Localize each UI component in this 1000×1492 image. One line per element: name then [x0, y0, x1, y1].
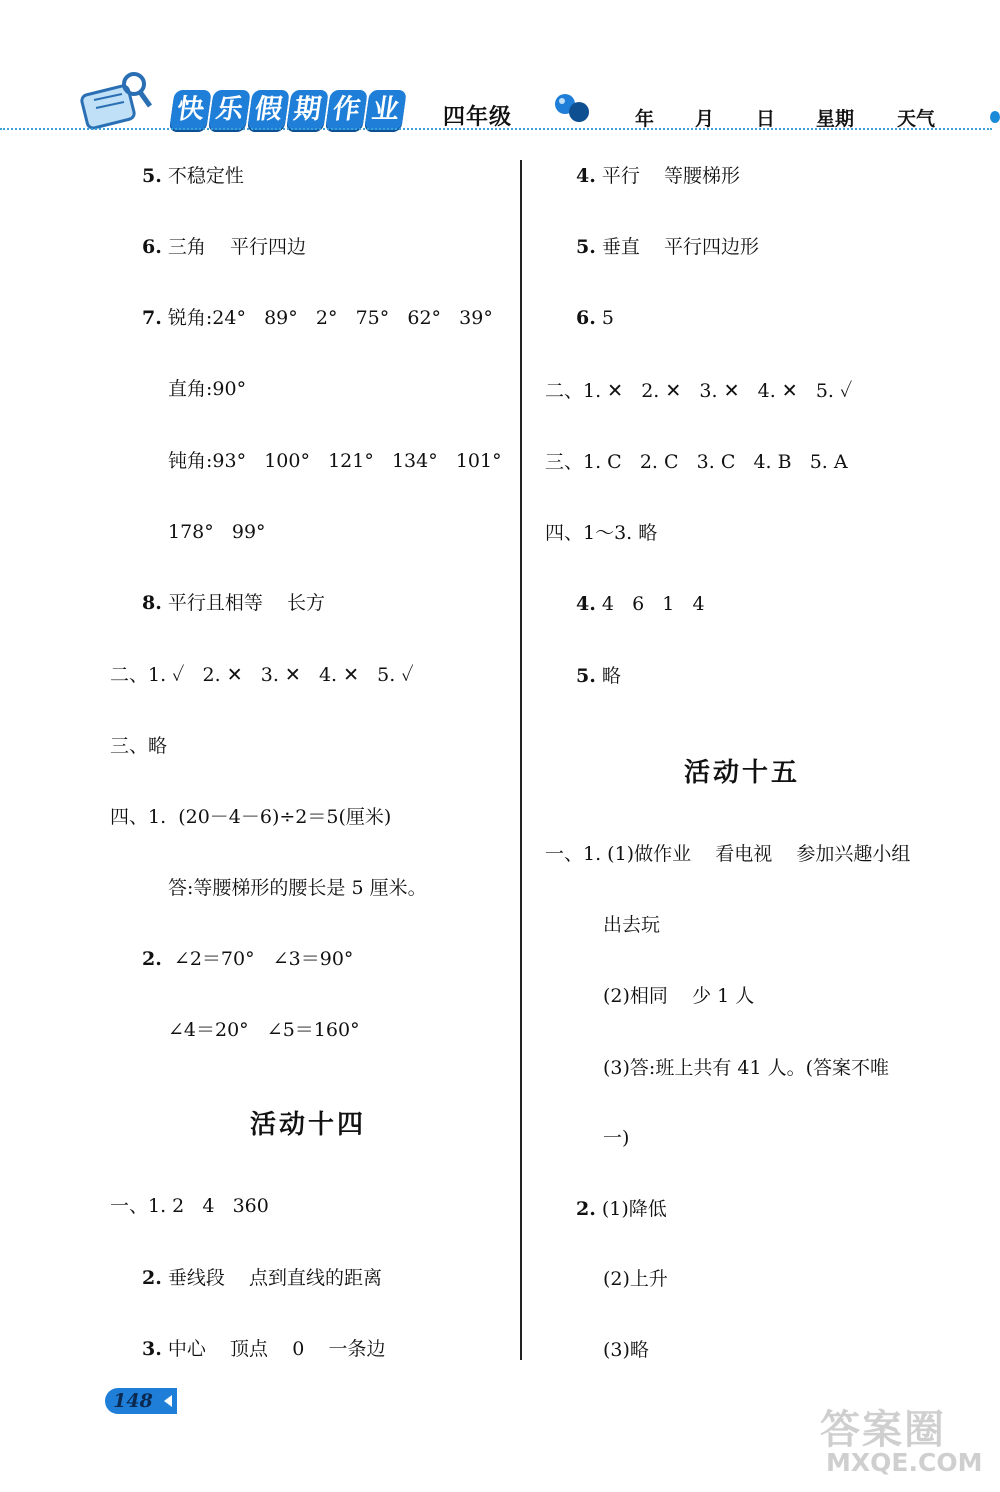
- answer-line: 直角:90°: [168, 378, 247, 400]
- answer-line: (3)答:班上共有 41 人。(答案不唯: [603, 1057, 889, 1079]
- banner-char: 作: [325, 90, 368, 130]
- dot-icon: [990, 111, 1000, 123]
- watermark-text: 答案圈: [820, 1407, 946, 1453]
- answer-line: 7. 锐角:24° 89° 2° 75° 62° 39°: [142, 307, 493, 329]
- notebook-magnifier-logo-icon: [78, 72, 158, 132]
- banner-char: 期: [286, 90, 329, 130]
- answer-line: 一、1. (1)做作业 看电视 参加兴趣小组: [545, 843, 911, 865]
- weekday-field: 星期: [816, 108, 855, 130]
- answer-line: 出去玩: [603, 914, 661, 936]
- page-header: [0, 0, 1000, 140]
- answer-line: 答:等腰梯形的腰长是 5 厘米。: [168, 877, 427, 899]
- weather-field: 天气: [897, 108, 936, 130]
- answer-line: 3. 中心 顶点 0 一条边: [142, 1338, 386, 1360]
- year-field: 年: [635, 108, 655, 130]
- section-heading: 活动十四: [250, 1110, 367, 1140]
- answer-line: 5. 略: [576, 665, 621, 687]
- answer-line: 5. 不稳定性: [142, 165, 244, 187]
- answer-line: 2. 垂线段 点到直线的距离: [142, 1267, 383, 1289]
- balls-icon: [553, 92, 593, 126]
- banner-char: 快: [169, 90, 212, 130]
- answer-line: 2. (1)降低: [576, 1198, 667, 1220]
- answer-line: 2. ∠2＝70° ∠3＝90°: [142, 948, 354, 970]
- answer-line: 6. 5: [576, 307, 614, 329]
- answer-line: 5. 垂直 平行四边形: [576, 236, 760, 258]
- answer-line: 4. 4 6 1 4: [576, 593, 705, 615]
- watermark-url: MXQE.COM: [826, 1448, 983, 1477]
- answer-line: 二、1. ✓ 2. ✕ 3. ✕ 4. ✕ 5. ✓: [110, 664, 414, 686]
- answer-line: (2)上升: [603, 1268, 668, 1290]
- grade-label: 四年级: [443, 105, 513, 130]
- answer-line: 钝角:93° 100° 121° 134° 101°: [168, 450, 502, 472]
- answer-line: 四、1～3. 略: [545, 522, 658, 544]
- answer-line: 6. 三角 平行四边: [142, 236, 307, 258]
- banner-char: 业: [364, 90, 407, 130]
- answer-line: ∠4＝20° ∠5＝160°: [168, 1019, 360, 1041]
- arrow-left-icon: [161, 1388, 177, 1414]
- answer-line: (2)相同 少 1 人: [603, 985, 755, 1007]
- answer-line: 178° 99°: [168, 521, 266, 543]
- answer-line: (3)略: [603, 1339, 649, 1361]
- section-heading: 活动十五: [684, 758, 801, 788]
- answer-line: 一、1. 2 4 360: [110, 1195, 269, 1217]
- homework-title-banner: [172, 90, 404, 132]
- banner-char: 乐: [208, 90, 251, 130]
- answer-line: 三、1. C 2. C 3. C 4. B 5. A: [545, 451, 848, 473]
- answer-line: 8. 平行且相等 长方: [142, 592, 326, 614]
- answer-line: 4. 平行 等腰梯形: [576, 165, 741, 187]
- header-dotted-rule: [0, 128, 992, 130]
- answer-line: 四、1. (20－4－6)÷2＝5(厘米): [110, 806, 392, 828]
- column-divider: [520, 160, 522, 1360]
- month-field: 月: [695, 108, 715, 130]
- answer-line: 三、略: [110, 735, 168, 757]
- page-number: 148: [105, 1388, 161, 1414]
- answer-line: 一): [603, 1127, 630, 1149]
- day-field: 日: [756, 108, 776, 130]
- banner-char: 假: [247, 90, 290, 130]
- answer-line: 二、1. ✕ 2. ✕ 3. ✕ 4. ✕ 5. ✓: [545, 380, 853, 402]
